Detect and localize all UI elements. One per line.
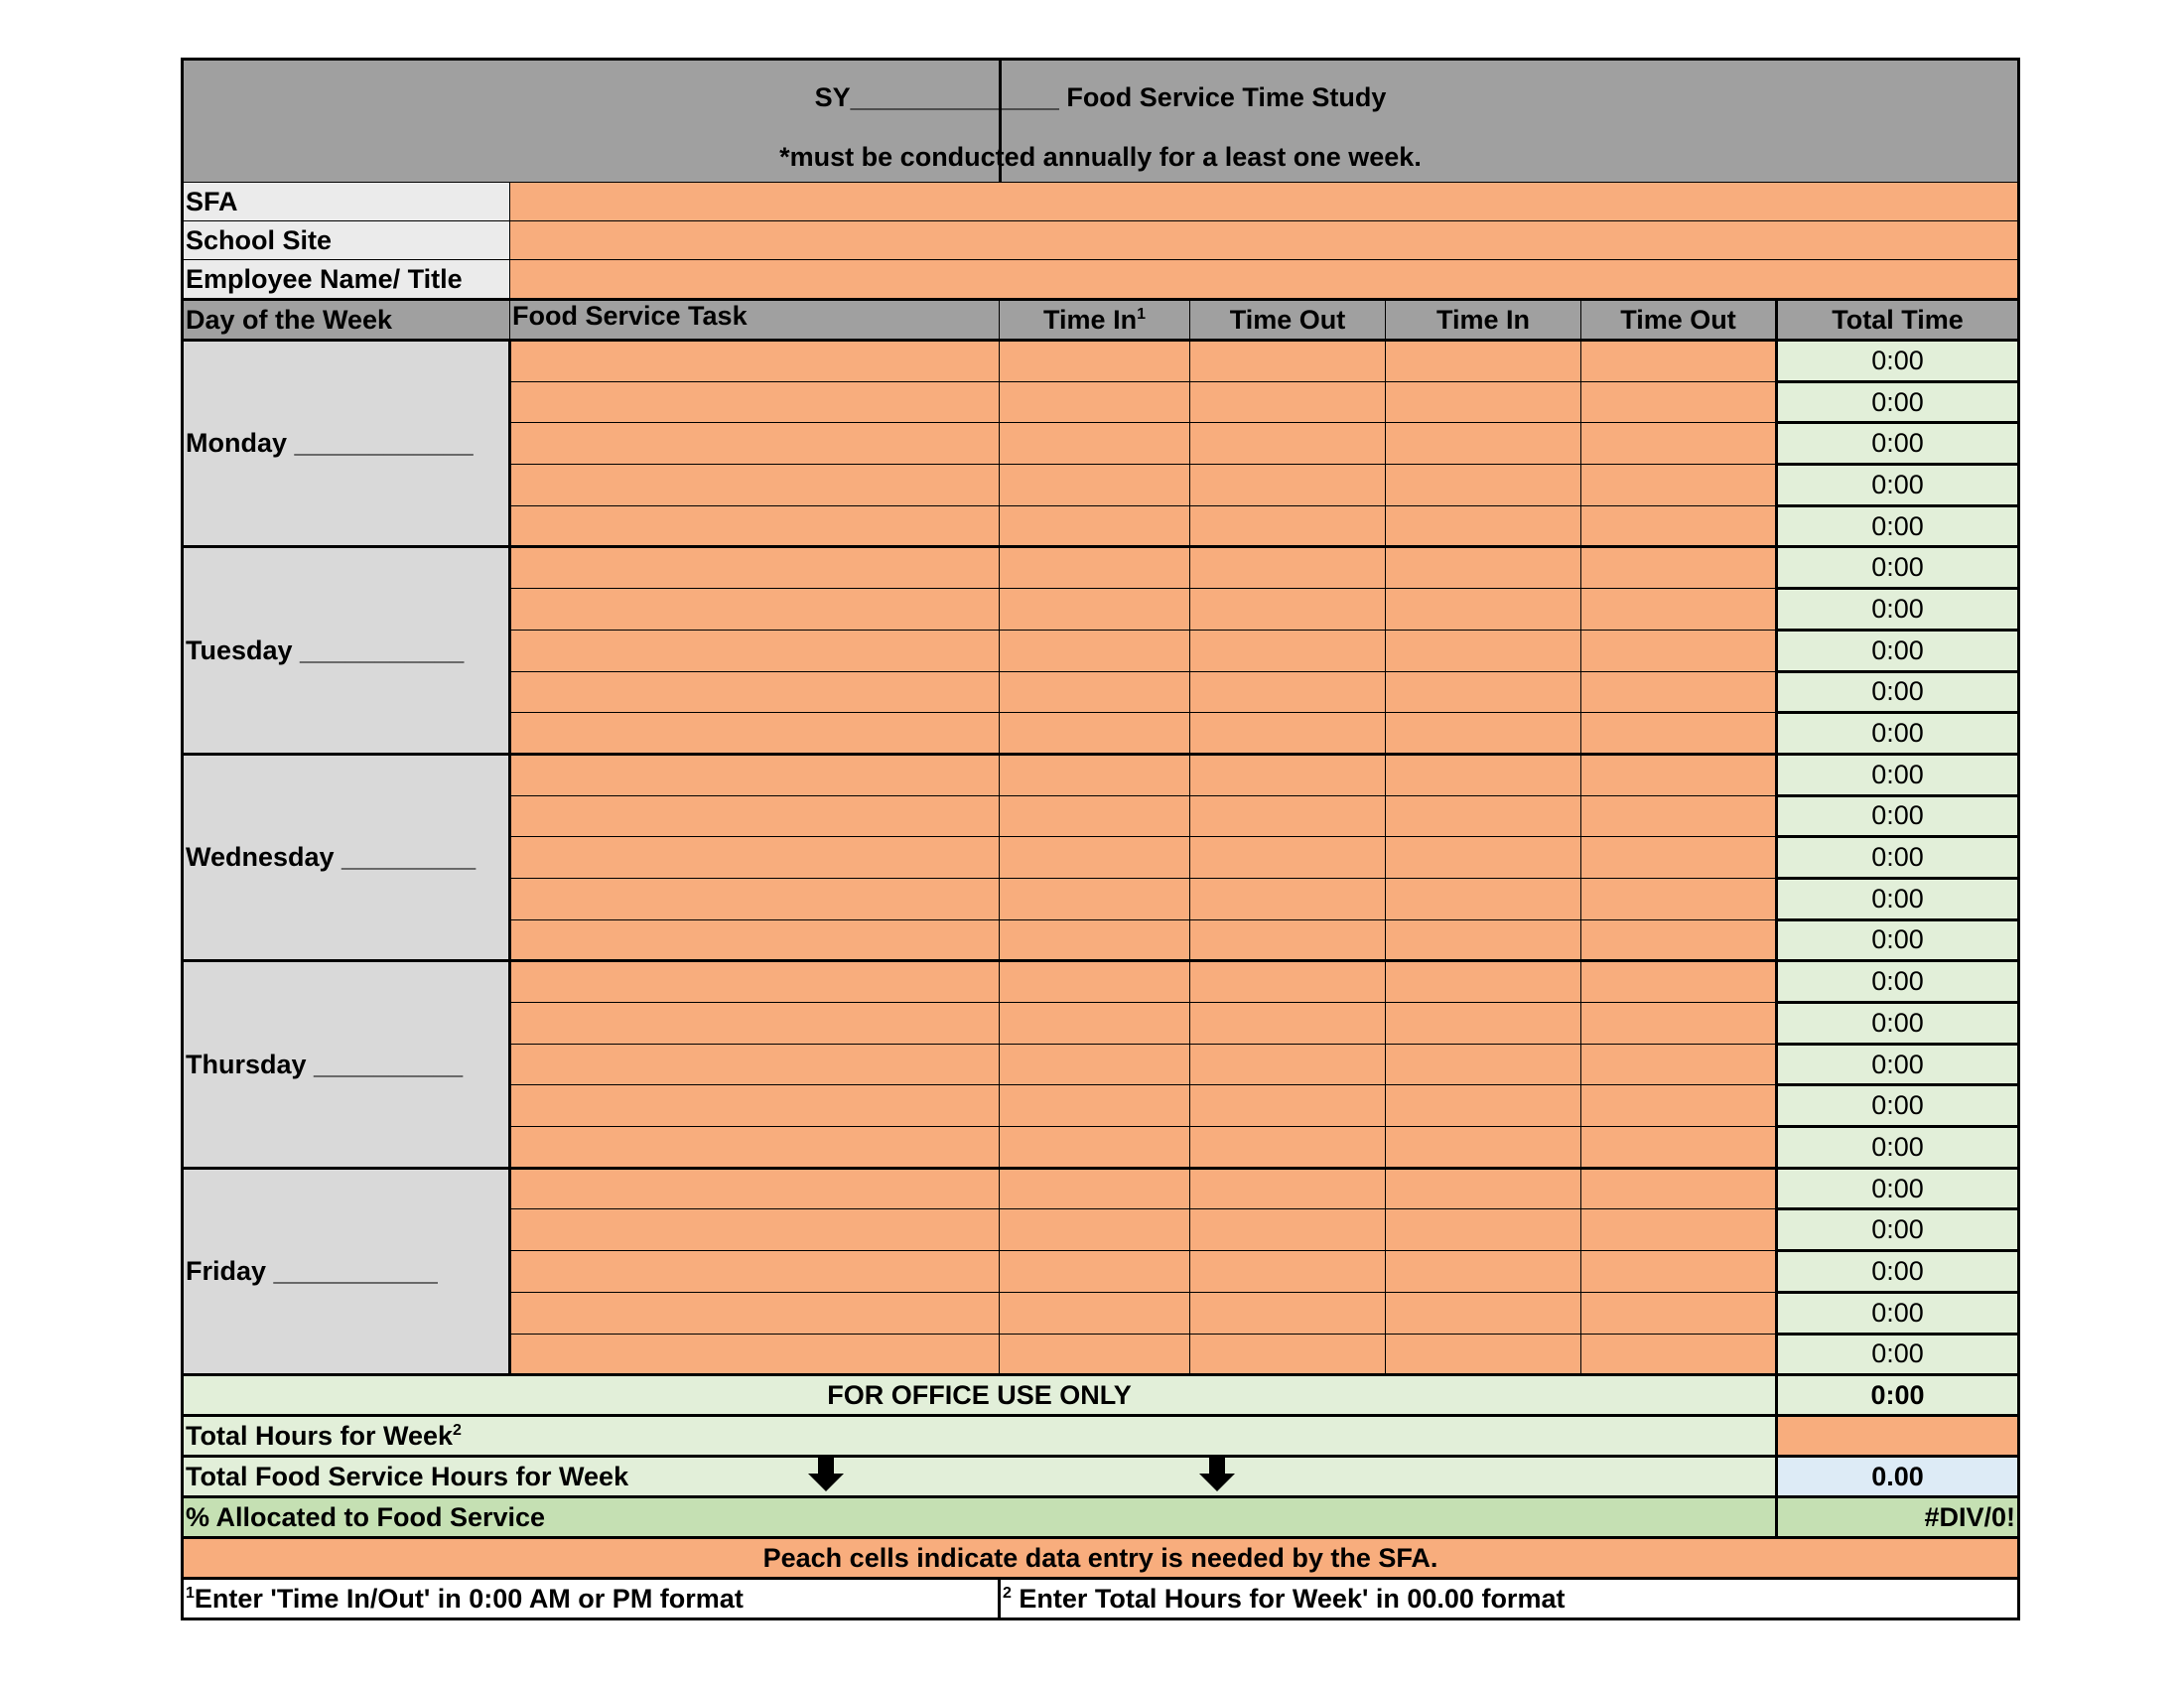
time-out-1-cell[interactable] — [1190, 630, 1386, 671]
total-hours-row — [183, 1416, 2019, 1457]
food-service-hours-value: 0.00 — [1777, 1457, 2019, 1497]
time-in-2-cell[interactable] — [1386, 713, 1581, 755]
office-total: 0:00 — [1777, 1375, 2019, 1416]
total-time-cell: 0:00 — [1777, 713, 2019, 755]
day-label: Monday ____________ — [183, 341, 510, 547]
table-row — [183, 547, 2019, 589]
time-in-1-cell[interactable] — [1000, 1334, 1190, 1375]
time-in-2-cell[interactable] — [1386, 465, 1581, 506]
time-in-2-cell[interactable] — [1386, 381, 1581, 423]
task-cell[interactable] — [510, 837, 1000, 879]
office-use-row — [183, 1375, 2019, 1416]
time-in-2-cell[interactable] — [1386, 505, 1581, 547]
task-cell[interactable] — [510, 589, 1000, 631]
time-out-1-cell[interactable] — [1190, 1003, 1386, 1045]
time-in-1-cell[interactable] — [1000, 465, 1190, 506]
task-cell[interactable] — [510, 1251, 1000, 1293]
time-out-1-cell[interactable] — [1190, 919, 1386, 961]
total-time-cell: 0:00 — [1777, 505, 2019, 547]
task-cell[interactable] — [510, 1209, 1000, 1251]
total-time-cell: 0:00 — [1777, 423, 2019, 465]
total-time-cell: 0:00 — [1777, 754, 2019, 795]
time-in-2-cell[interactable] — [1386, 1003, 1581, 1045]
time-out-1-cell[interactable] — [1190, 837, 1386, 879]
total-time-cell: 0:00 — [1777, 1251, 2019, 1293]
day-label: Tuesday ___________ — [183, 547, 510, 754]
time-in-2-cell[interactable] — [1386, 547, 1581, 589]
total-hours-label: Total Hours for Week$^2$ — [183, 1416, 1777, 1457]
time-out-2-cell[interactable] — [1581, 1127, 1777, 1169]
time-in-1-cell[interactable] — [1000, 795, 1190, 837]
employee-input[interactable] — [510, 260, 2019, 300]
task-cell[interactable] — [510, 381, 1000, 423]
total-time-cell: 0:00 — [1777, 837, 2019, 879]
school-site-label: School Site — [183, 221, 510, 260]
school-site-input[interactable] — [510, 221, 2019, 260]
time-out-2-cell[interactable] — [1581, 1334, 1777, 1375]
down-arrow-icon — [1199, 1456, 1235, 1495]
day-label: Wednesday _________ — [183, 754, 510, 960]
header-day: Day of the Week — [183, 300, 510, 341]
sheet-title: SY______________ Food Service Time Study — [814, 82, 1387, 112]
time-in-1-cell[interactable] — [1000, 630, 1190, 671]
total-time-cell: 0:00 — [1777, 630, 2019, 671]
sheet-subtitle: *must be conducted annually for a least one week. — [779, 142, 1422, 172]
time-in-1-cell[interactable] — [1000, 423, 1190, 465]
time-out-2-cell[interactable] — [1581, 547, 1777, 589]
time-in-1-cell[interactable] — [1000, 1044, 1190, 1085]
time-in-1-cell[interactable] — [1000, 919, 1190, 961]
allocated-row — [183, 1497, 2019, 1538]
time-out-2-cell[interactable] — [1581, 423, 1777, 465]
time-out-2-cell[interactable] — [1581, 795, 1777, 837]
total-time-cell: 0:00 — [1777, 1127, 2019, 1169]
time-out-1-cell[interactable] — [1190, 1127, 1386, 1169]
header-time-in-1: Time In$^1$ — [1000, 300, 1190, 341]
total-time-cell: 0:00 — [1777, 465, 2019, 506]
total-time-cell: 0:00 — [1777, 1209, 2019, 1251]
time-out-1-cell[interactable] — [1190, 1209, 1386, 1251]
time-study-sheet — [181, 58, 2020, 1620]
day-label: Thursday __________ — [183, 961, 510, 1168]
time-out-2-cell[interactable] — [1581, 671, 1777, 713]
time-out-1-cell[interactable] — [1190, 547, 1386, 589]
time-out-1-cell[interactable] — [1190, 878, 1386, 919]
time-out-1-cell[interactable] — [1190, 1085, 1386, 1127]
time-in-2-cell[interactable] — [1386, 795, 1581, 837]
total-time-cell: 0:00 — [1777, 547, 2019, 589]
total-time-cell: 0:00 — [1777, 961, 2019, 1003]
time-in-2-cell[interactable] — [1386, 589, 1581, 631]
total-time-cell: 0:00 — [1777, 1085, 2019, 1127]
time-out-1-cell[interactable] — [1190, 795, 1386, 837]
time-out-2-cell[interactable] — [1581, 878, 1777, 919]
total-time-cell: 0:00 — [1777, 1003, 2019, 1045]
task-cell[interactable] — [510, 341, 1000, 382]
time-out-2-cell[interactable] — [1581, 465, 1777, 506]
time-in-2-cell[interactable] — [1386, 919, 1581, 961]
office-use-label: FOR OFFICE USE ONLY — [183, 1375, 1777, 1416]
time-in-1-cell[interactable] — [1000, 1209, 1190, 1251]
task-cell[interactable] — [510, 1044, 1000, 1085]
time-out-1-cell[interactable] — [1190, 505, 1386, 547]
time-in-2-cell[interactable] — [1386, 837, 1581, 879]
time-out-2-cell[interactable] — [1581, 1003, 1777, 1045]
total-time-cell: 0:00 — [1777, 1044, 2019, 1085]
header-total: Total Time — [1777, 300, 2019, 341]
time-out-1-cell[interactable] — [1190, 1044, 1386, 1085]
time-in-2-cell[interactable] — [1386, 878, 1581, 919]
time-out-1-cell[interactable] — [1190, 1292, 1386, 1334]
task-cell[interactable] — [510, 630, 1000, 671]
footnote-1: $^1$Enter 'Time In/Out' in 0:00 AM or PM format — [183, 1579, 1000, 1619]
header-task: Food Service Task — [510, 300, 1000, 341]
task-cell[interactable] — [510, 713, 1000, 755]
peach-note: Peach cells indicate data entry is needed by the SFA. — [183, 1538, 2019, 1579]
task-cell[interactable] — [510, 1127, 1000, 1169]
time-in-1-cell[interactable] — [1000, 713, 1190, 755]
time-out-2-cell[interactable] — [1581, 630, 1777, 671]
time-out-2-cell[interactable] — [1581, 589, 1777, 631]
time-out-2-cell[interactable] — [1581, 837, 1777, 879]
time-in-1-cell[interactable] — [1000, 754, 1190, 795]
task-cell[interactable] — [510, 878, 1000, 919]
table-row — [183, 754, 2019, 795]
time-out-2-cell[interactable] — [1581, 1209, 1777, 1251]
time-in-1-cell[interactable] — [1000, 1251, 1190, 1293]
time-out-1-cell[interactable] — [1190, 754, 1386, 795]
time-out-1-cell[interactable] — [1190, 1334, 1386, 1375]
total-time-cell: 0:00 — [1777, 589, 2019, 631]
time-in-2-cell[interactable] — [1386, 1209, 1581, 1251]
time-in-2-cell[interactable] — [1386, 671, 1581, 713]
time-in-1-cell[interactable] — [1000, 1003, 1190, 1045]
time-in-1-cell[interactable] — [1000, 341, 1190, 382]
total-time-cell: 0:00 — [1777, 795, 2019, 837]
time-in-1-cell[interactable] — [1000, 589, 1190, 631]
time-out-1-cell[interactable] — [1190, 381, 1386, 423]
time-out-1-cell[interactable] — [1190, 423, 1386, 465]
task-cell[interactable] — [510, 423, 1000, 465]
time-in-2-cell[interactable] — [1386, 1168, 1581, 1209]
time-in-1-cell[interactable] — [1000, 671, 1190, 713]
time-in-1-cell[interactable] — [1000, 878, 1190, 919]
time-out-2-cell[interactable] — [1581, 1251, 1777, 1293]
time-out-1-cell[interactable] — [1190, 1251, 1386, 1293]
task-cell[interactable] — [510, 671, 1000, 713]
time-in-1-cell[interactable] — [1000, 547, 1190, 589]
table-row — [183, 341, 2019, 382]
task-cell[interactable] — [510, 961, 1000, 1003]
time-in-2-cell[interactable] — [1386, 754, 1581, 795]
time-in-2-cell[interactable] — [1386, 423, 1581, 465]
time-in-1-cell[interactable] — [1000, 1292, 1190, 1334]
day-label: Friday ___________ — [183, 1168, 510, 1374]
task-cell[interactable] — [510, 547, 1000, 589]
time-out-2-cell[interactable] — [1581, 713, 1777, 755]
time-in-1-cell[interactable] — [1000, 505, 1190, 547]
time-in-2-cell[interactable] — [1386, 1044, 1581, 1085]
task-cell[interactable] — [510, 1334, 1000, 1375]
task-cell[interactable] — [510, 919, 1000, 961]
time-out-2-cell[interactable] — [1581, 1044, 1777, 1085]
task-cell[interactable] — [510, 1003, 1000, 1045]
time-in-2-cell[interactable] — [1386, 341, 1581, 382]
time-out-2-cell[interactable] — [1581, 961, 1777, 1003]
task-cell[interactable] — [510, 795, 1000, 837]
total-time-cell: 0:00 — [1777, 671, 2019, 713]
total-time-cell: 0:00 — [1777, 878, 2019, 919]
food-service-hours-row — [183, 1457, 2019, 1497]
time-out-2-cell[interactable] — [1581, 754, 1777, 795]
time-in-2-cell[interactable] — [1386, 961, 1581, 1003]
time-out-2-cell[interactable] — [1581, 381, 1777, 423]
header-time-out-2: Time Out — [1581, 300, 1777, 341]
time-out-1-cell[interactable] — [1190, 961, 1386, 1003]
title-block — [183, 60, 2019, 183]
task-cell[interactable] — [510, 754, 1000, 795]
header-time-in-2: Time In — [1386, 300, 1581, 341]
time-out-1-cell[interactable] — [1190, 713, 1386, 755]
time-out-1-cell[interactable] — [1190, 1168, 1386, 1209]
task-cell[interactable] — [510, 465, 1000, 506]
time-out-1-cell[interactable] — [1190, 671, 1386, 713]
time-in-1-cell[interactable] — [1000, 1168, 1190, 1209]
time-out-1-cell[interactable] — [1190, 589, 1386, 631]
total-time-cell: 0:00 — [1777, 1334, 2019, 1375]
time-in-1-cell[interactable] — [1000, 1127, 1190, 1169]
time-out-1-cell[interactable] — [1190, 341, 1386, 382]
time-out-2-cell[interactable] — [1581, 919, 1777, 961]
table-row — [183, 961, 2019, 1003]
time-out-2-cell[interactable] — [1581, 505, 1777, 547]
table-row — [183, 1168, 2019, 1209]
time-in-1-cell[interactable] — [1000, 1085, 1190, 1127]
time-out-2-cell[interactable] — [1581, 1168, 1777, 1209]
footnote-2: $^2$ Enter Total Hours for Week' in 00.00 format — [1000, 1579, 2019, 1619]
task-cell[interactable] — [510, 1168, 1000, 1209]
time-in-2-cell[interactable] — [1386, 1085, 1581, 1127]
time-out-2-cell[interactable] — [1581, 341, 1777, 382]
total-time-cell: 0:00 — [1777, 919, 2019, 961]
total-time-cell: 0:00 — [1777, 1168, 2019, 1209]
total-time-cell: 0:00 — [1777, 381, 2019, 423]
sfa-label: SFA — [183, 183, 510, 221]
task-cell[interactable] — [510, 505, 1000, 547]
time-in-2-cell[interactable] — [1386, 1334, 1581, 1375]
time-in-2-cell[interactable] — [1386, 1251, 1581, 1293]
header-time-out-1: Time Out — [1190, 300, 1386, 341]
total-hours-input[interactable] — [1777, 1416, 2019, 1457]
time-in-2-cell[interactable] — [1386, 1292, 1581, 1334]
down-arrow-icon — [808, 1456, 844, 1495]
total-time-cell: 0:00 — [1777, 341, 2019, 382]
time-out-2-cell[interactable] — [1581, 1292, 1777, 1334]
food-service-hours-label: Total Food Service Hours for Week — [183, 1457, 1777, 1497]
time-in-2-cell[interactable] — [1386, 630, 1581, 671]
time-in-1-cell[interactable] — [1000, 961, 1190, 1003]
allocated-value: #DIV/0! — [1777, 1497, 2019, 1538]
time-in-1-cell[interactable] — [1000, 837, 1190, 879]
employee-label: Employee Name/ Title — [183, 260, 510, 300]
task-cell[interactable] — [510, 1085, 1000, 1127]
total-time-cell: 0:00 — [1777, 1292, 2019, 1334]
task-cell[interactable] — [510, 1292, 1000, 1334]
sfa-input[interactable] — [510, 183, 2019, 221]
time-out-1-cell[interactable] — [1190, 465, 1386, 506]
time-in-1-cell[interactable] — [1000, 381, 1190, 423]
column-headers — [183, 300, 2019, 341]
time-out-2-cell[interactable] — [1581, 1085, 1777, 1127]
allocated-label: % Allocated to Food Service — [183, 1497, 1777, 1538]
time-in-2-cell[interactable] — [1386, 1127, 1581, 1169]
